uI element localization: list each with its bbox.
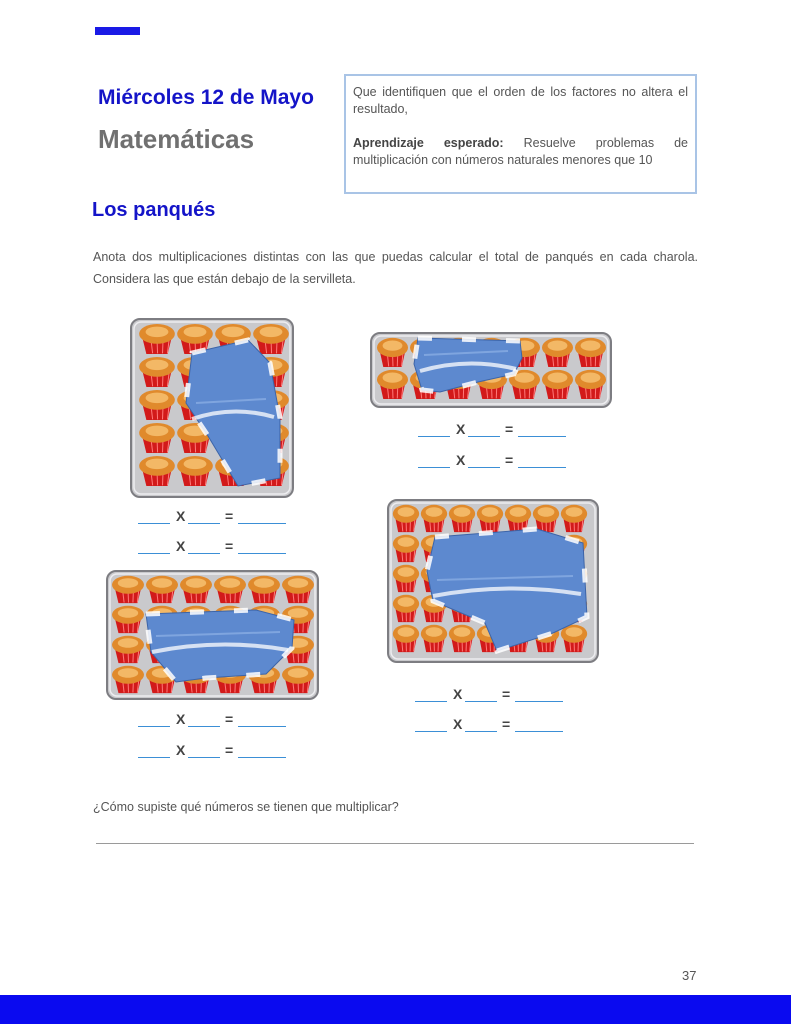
equals-sign: = [225, 538, 234, 554]
muffin-tray-2 [370, 332, 612, 408]
product-blank[interactable] [515, 731, 563, 732]
equation-line[interactable] [415, 716, 565, 734]
times-sign: X [453, 686, 463, 702]
factor-blank[interactable] [465, 731, 497, 732]
times-sign: X [456, 421, 466, 437]
factor-blank[interactable] [138, 553, 170, 554]
equals-sign: = [225, 508, 234, 524]
factor-blank[interactable] [188, 523, 220, 524]
product-blank[interactable] [238, 553, 286, 554]
times-sign: X [176, 711, 186, 727]
factor-blank[interactable] [138, 523, 170, 524]
product-blank[interactable] [518, 436, 566, 437]
equals-sign: = [502, 686, 511, 702]
factor-blank[interactable] [415, 701, 447, 702]
page-number: 37 [682, 968, 697, 983]
factor-blank[interactable] [468, 467, 500, 468]
equals-sign: = [505, 452, 514, 468]
top-accent-bar [95, 27, 140, 35]
factor-blank[interactable] [415, 731, 447, 732]
product-blank[interactable] [238, 726, 286, 727]
expected-learning [353, 135, 688, 169]
factor-blank[interactable] [138, 726, 170, 727]
product-blank[interactable] [238, 757, 286, 758]
lesson-subject: Matemáticas [98, 124, 255, 154]
equation-line[interactable] [138, 742, 288, 760]
factor-blank[interactable] [418, 467, 450, 468]
equation-line[interactable] [138, 508, 288, 526]
equation-line[interactable] [138, 711, 288, 729]
muffin-tray-1 [130, 318, 294, 498]
factor-blank[interactable] [188, 553, 220, 554]
answer-line[interactable] [96, 843, 694, 844]
muffin-tray-3 [106, 570, 319, 700]
expected-learning-label: Aprendizaje esperado: [353, 136, 504, 150]
equation-line[interactable] [418, 452, 568, 470]
times-sign: X [176, 538, 186, 554]
factor-blank[interactable] [188, 726, 220, 727]
equation-line[interactable] [418, 421, 568, 439]
objective-intent: Que identifiquen que el orden de los factores no altera el resultado, [353, 85, 688, 116]
product-blank[interactable] [518, 467, 566, 468]
muffin-tray-4 [387, 499, 599, 663]
factor-blank[interactable] [468, 436, 500, 437]
product-blank[interactable] [238, 523, 286, 524]
bottom-bar [0, 995, 791, 1024]
times-sign: X [453, 716, 463, 732]
equals-sign: = [225, 711, 234, 727]
reflection-question: ¿Cómo supiste qué números se tienen que multiplicar? [93, 800, 399, 814]
factor-blank[interactable] [138, 757, 170, 758]
equals-sign: = [502, 716, 511, 732]
lesson-date: Miércoles 12 de Mayo [98, 86, 314, 109]
product-blank[interactable] [515, 701, 563, 702]
section-title: Los panqués [92, 199, 216, 221]
equals-sign: = [225, 742, 234, 758]
equals-sign: = [505, 421, 514, 437]
times-sign: X [456, 452, 466, 468]
equation-line[interactable] [415, 686, 565, 704]
instructions-text: Anota dos multiplicaciones distintas con las que puedas calcular el total de panqués en cada charola. Considera las que están debajo de la servilleta. [93, 250, 698, 286]
objective-box [344, 74, 697, 194]
equation-line[interactable] [138, 538, 288, 556]
times-sign: X [176, 742, 186, 758]
expected-learning-text: Resuelve problemas de multiplicación con números naturales menores que 10 [353, 136, 688, 167]
factor-blank[interactable] [188, 757, 220, 758]
times-sign: X [176, 508, 186, 524]
factor-blank[interactable] [465, 701, 497, 702]
factor-blank[interactable] [418, 436, 450, 437]
